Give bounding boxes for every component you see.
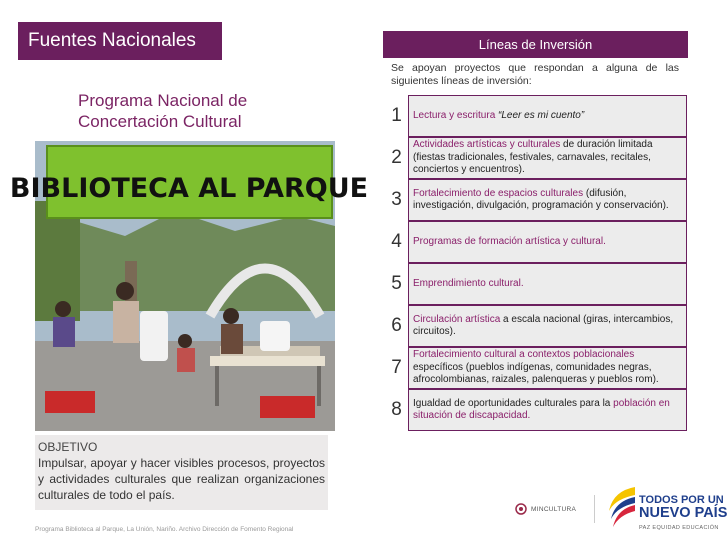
line-text <box>408 305 687 347</box>
objective-text: Impulsar, apoyar y hacer visibles procesos, proyectos y actividades culturales que realizan organizaciones culturales de todo el país. <box>38 456 325 502</box>
line-highlight: Programas de formación artística y cultural. <box>413 235 606 247</box>
line-highlight: Lectura y escritura <box>413 109 496 121</box>
line-highlight: Fortalecimiento de espacios culturales <box>413 187 584 199</box>
todos-por-un-nuevo-pais-logo <box>605 481 727 537</box>
line-text <box>408 263 687 305</box>
line-text <box>408 179 687 221</box>
tpun-line1: TODOS POR UN <box>639 494 724 506</box>
biblioteca-photo <box>9 141 369 431</box>
investment-line <box>385 137 687 179</box>
line-number: 8 <box>391 399 402 420</box>
mincultura-text: MINCULTURA <box>531 505 577 513</box>
investment-line <box>385 221 687 263</box>
lines-header: Líneas de Inversión <box>383 31 688 58</box>
line-number: 4 <box>391 231 402 252</box>
line-text <box>408 347 687 389</box>
line-highlight: Actividades artísticas y culturales <box>413 139 561 151</box>
line-rest: a escala nacional (giras, intercambios, circuitos). <box>413 313 674 337</box>
program-title: Programa Nacional de Concertación Cultural <box>78 91 248 131</box>
line-number: 5 <box>391 273 402 294</box>
tpun-line3: PAZ EQUIDAD EDUCACIÓN <box>639 525 719 531</box>
objective-heading: OBJETIVO <box>38 440 98 454</box>
line-text <box>408 95 687 137</box>
line-rest: “Leer es mi cuento” <box>495 109 585 121</box>
line-text <box>408 137 687 179</box>
photo-sign-text: BIBLIOTECA AL PARQUE <box>9 173 369 204</box>
line-highlight: Circulación artística <box>413 313 501 325</box>
line-number: 6 <box>391 315 402 336</box>
line-rest: de duración limitada (fiestas tradicionales, festivales, carnavales, recitales, conciertos y encuentros). <box>413 139 653 176</box>
line-text <box>408 221 687 263</box>
biblioteca-photo-illustration <box>9 141 369 431</box>
investment-line <box>385 263 687 305</box>
line-number: 2 <box>391 147 402 168</box>
investment-line <box>385 95 687 137</box>
mincultura-seal-icon <box>515 503 527 515</box>
investment-line <box>385 389 687 431</box>
line-highlight: población en situación de discapacidad. <box>413 397 670 421</box>
line-text <box>408 389 687 431</box>
investment-line <box>385 305 687 347</box>
mincultura-logo <box>515 495 595 523</box>
slide-title: Fuentes Nacionales <box>18 22 222 60</box>
investment-lines-list <box>385 95 687 431</box>
intro-text: Se apoyan proyectos que respondan a alguna de las siguientes líneas de inversión: <box>391 62 679 87</box>
line-highlight: Fortalecimiento cultural a contextos poblacionales <box>413 349 635 361</box>
line-rest: específicos (pueblos indígenas, comunidades negras, afrocolombianas, raizales, palenqueras y pueblos rom). <box>413 361 659 386</box>
photo-caption: Programa Biblioteca al Parque, La Unión, Nariño. Archivo Dirección de Fomento Regional <box>35 526 294 533</box>
line-rest: (difusión, investigación, divulgación, programación y conservación). <box>413 187 669 211</box>
line-pre: Igualdad de oportunidades culturales para la <box>413 397 614 409</box>
line-number: 3 <box>391 189 402 210</box>
tpun-line2: NUEVO PAÍS <box>639 505 727 521</box>
investment-line <box>385 347 687 389</box>
colombia-wing-icon <box>605 481 639 537</box>
objective-box <box>35 435 328 510</box>
line-highlight: Emprendimiento cultural. <box>413 277 524 289</box>
line-number: 7 <box>391 357 402 378</box>
line-number: 1 <box>391 105 402 126</box>
investment-line <box>385 179 687 221</box>
